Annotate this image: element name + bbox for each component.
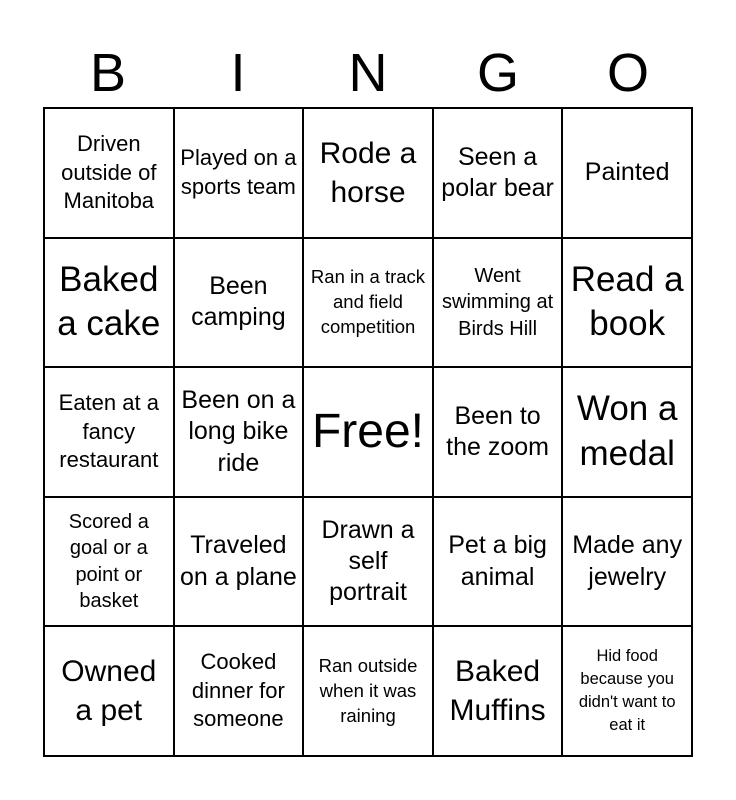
bingo-cell[interactable] <box>562 497 692 627</box>
cell-text: Been to the zoom <box>446 401 550 461</box>
header-letter-g: G <box>476 43 519 103</box>
cell-text: Went swimming at Birds Hill <box>442 264 554 340</box>
cell-text: Pet a big animal <box>448 531 547 591</box>
header-letter-b: B <box>89 43 127 103</box>
header-letter-o: O <box>606 43 649 103</box>
cell-text: Scored a goal or a point or basket <box>68 510 149 612</box>
cell-text: Been camping <box>191 272 286 332</box>
header-letter-n: N <box>348 43 388 103</box>
cell-text: Read a book <box>570 259 684 344</box>
cell-text: Eaten at a fancy restaurant <box>58 390 159 473</box>
bingo-cell[interactable] <box>303 108 433 238</box>
cell-text: Painted <box>584 158 670 187</box>
bingo-cell[interactable] <box>174 367 304 497</box>
cell-text: Traveled on a plane <box>180 531 297 591</box>
cell-text: Ran in a track and field competition <box>310 265 426 337</box>
bingo-header <box>43 38 693 108</box>
bingo-cell[interactable] <box>433 367 563 497</box>
bingo-cell[interactable] <box>174 108 304 238</box>
bingo-cell[interactable] <box>174 238 304 368</box>
bingo-cell[interactable] <box>44 108 174 238</box>
cell-text: Rode a horse <box>319 136 417 209</box>
bingo-cell[interactable] <box>44 497 174 627</box>
bingo-cell[interactable] <box>174 497 304 627</box>
bingo-cell[interactable] <box>562 238 692 368</box>
bingo-cell[interactable] <box>433 238 563 368</box>
bingo-cell[interactable] <box>303 626 433 756</box>
bingo-cell[interactable] <box>44 367 174 497</box>
bingo-cell[interactable] <box>433 626 563 756</box>
bingo-cell[interactable] <box>303 238 433 368</box>
free-space-cell[interactable] <box>303 367 433 497</box>
cell-text: Been on a long bike ride <box>181 386 296 477</box>
bingo-cell[interactable] <box>303 497 433 627</box>
bingo-board <box>43 107 693 757</box>
header-letter-i: I <box>230 43 246 103</box>
bingo-cell[interactable] <box>174 626 304 756</box>
cell-text: Baked a cake <box>57 259 161 344</box>
bingo-cell[interactable] <box>562 108 692 238</box>
cell-text: Cooked dinner for someone <box>191 649 285 732</box>
cell-text: Baked Muffins <box>449 655 546 728</box>
cell-text: Made any jewelry <box>572 531 683 591</box>
bingo-cell[interactable] <box>433 108 563 238</box>
cell-text: Hid food because you didn't want to eat it <box>578 647 676 735</box>
cell-text: Driven outside of Manitoba <box>61 130 157 214</box>
bingo-cell[interactable] <box>562 367 692 497</box>
bingo-cell[interactable] <box>44 626 174 756</box>
free-space-text: Free! <box>311 405 424 459</box>
bingo-cell[interactable] <box>562 626 692 756</box>
bingo-cell[interactable] <box>433 497 563 627</box>
cell-text: Ran outside when it was raining <box>318 654 418 726</box>
cell-text: Played on a sports team <box>180 145 297 199</box>
cell-text: Drawn a self portrait <box>321 515 415 607</box>
bingo-cell[interactable] <box>44 238 174 368</box>
cell-text: Seen a polar bear <box>441 142 554 202</box>
cell-text: Won a medal <box>576 389 678 473</box>
cell-text: Owned a pet <box>61 655 157 728</box>
